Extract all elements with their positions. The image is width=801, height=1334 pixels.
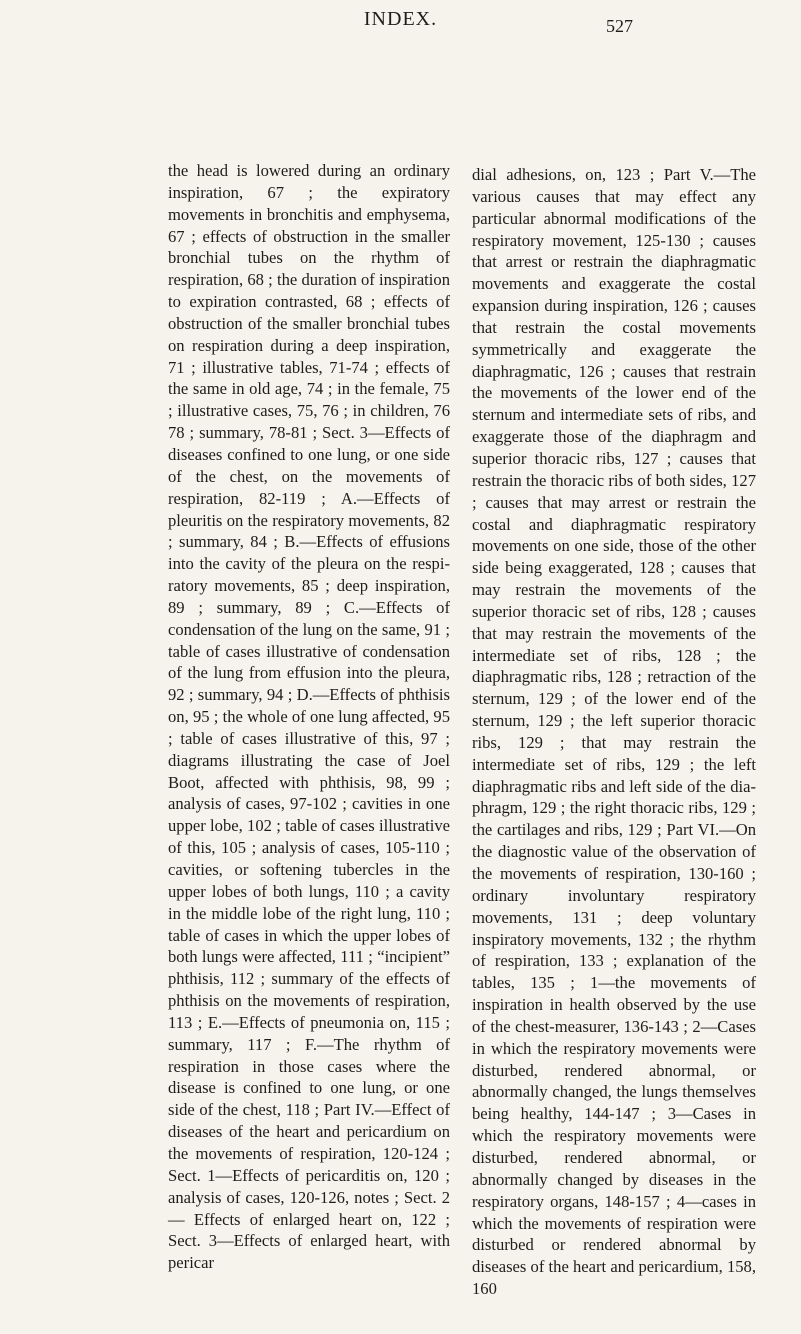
page-number: 527 — [606, 16, 633, 36]
index-column-right — [472, 164, 756, 1300]
index-entry-text-right: dial adhesions, on, 123 ; Part V.—The various causes that may effect any particular abnormal modifications of the respiratory movement, 125-130 ; causes that arrest or restrain the diaphragmatic movements and exaggerate the costal expansion during inspiration, 126 ; causes that restrain the costal movements symmetrically and exaggerate the diaphragmatic, 126 ; causes that restrain the movements of the lower end of the sternum and intermediate sets of ribs, and exaggerate those of the diaphragm and superior thoracic ribs, 127 ; causes that restrain the thoracic ribs of both sides, 127 ; causes that may arrest or restrain the costal and diaphragmatic respiratory movements on one side, those of the other side being exaggerated, 128 ; causes that may restrain the movements of the superior thoracic set of ribs, 128 ; causes that may restrain the movements of the intermediate set of ribs, 128 ; the diaphragmatic ribs, 128 ; retraction of the sternum, 129 ; of the lower end of the sternum, 129 ; the left superior thoracic ribs, 129 ; that may restrain the intermediate set of ribs, 129 ; the left diaphragmatic ribs and left side of the diaphragm, 129 ; the right thoracic ribs, 129 ; the cartilages and ribs, 129 ; Part VI.—On the diagnostic value of the observation of the movements of respiration, 130-160 ; ordinary involuntary respiratory movements, 131 ; deep voluntary inspiratory movements, 132 ; the rhythm of respiration, 133 ; explanation of the tables, 135 ; 1—the movements of inspiration in health observed by the use of the chest-measurer, 136-143 ; 2—Cases in which the respiratory movements were disturbed, rendered abnormal, or abnormally changed, the lungs themselves being healthy, 144-147 ; 3—Cases in which the respiratory movements were disturbed, rendered abnormal, or abnormally changed by diseases in the respiratory organs, 148-157 ; 4—cases in which the movements of respiration were disturbed or rendered abnormal by diseases of the heart and pericardium, 158, 160 — [472, 165, 756, 1299]
index-column-left — [168, 160, 450, 1274]
index-entry-text-left: the head is lowered during an ordinary inspiration, 67 ; the expiratory movements in bronchitis and emphysema, 67 ; effects of obstruction in the smaller bronchial tubes on the rhythm of respiration, 68 ; the duration of inspiration to expiration contrasted, 68 ; effects of obstruction of the smaller bronchial tubes on respiration during a deep inspiration, 71 ; illustrative tables, 71-74 ; effects of the same in old age, 74 ; in the female, 75 ; illustrative cases, 75, 76 ; in children, 76 78 ; summary, 78-81 ; Sect. 3—Effects of diseases confined to one lung, or one side of the chest, on the movements of respiration, 82-119 ; A.—Effects of pleuritis on the respiratory movements, 82 ; summary, 84 ; B.—Effects of effusions into the cavity of the pleura on the respiratory movements, 85 ; deep inspiration, 89 ; summary, 89 ; C.—Effects of condensation of the lung on the same, 91 ; table of cases illustrative of condensation of the lung from effusion into the pleura, 92 ; summary, 94 ; D.—Effects of phthisis on, 95 ; the whole of one lung affected, 95 ; table of cases illustrative of this, 97 ; diagrams illustrating the case of Joel Boot, affected with phthisis, 98, 99 ; analysis of cases, 97-102 ; cavities in one upper lobe, 102 ; table of cases illustrative of this, 105 ; analysis of cases, 105-110 ; cavities, or softening tubercles in the upper lobes of both lungs, 110 ; a cavity in the middle lobe of the right lung, 110 ; table of cases in which the upper lobes of both lungs were affected, 111 ; “incipient” phthisis, 112 ; summary of the effects of phthisis on the movements of respiration, 113 ; E.—Effects of pneumonia on, 115 ; summary, 117 ; F.—The rhythm of respiration in those cases where the disease is confined to one lung, or one side of the chest, 118 ; Part IV.—Effect of diseases of the heart and pericardium on the movements of respiration, 120-124 ; Sect. 1—Effects of pericarditis on, 120 ; analysis of cases, 120-126, notes ; Sect. 2 — Effects of enlarged heart on, 122 ; Sect. 3—Effects of enlarged heart, with pericar — [168, 161, 450, 1273]
running-head: INDEX. — [363, 8, 438, 30]
